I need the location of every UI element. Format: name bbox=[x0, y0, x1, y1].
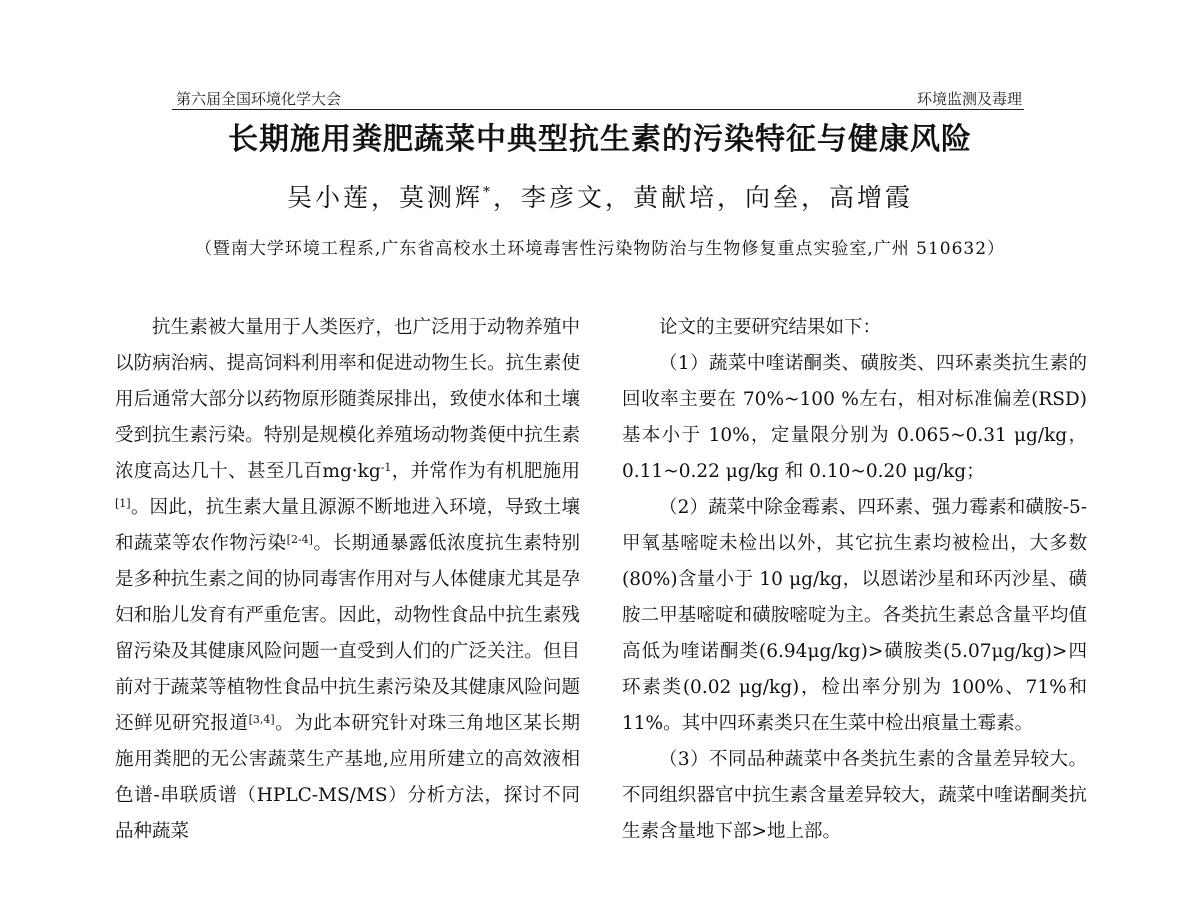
section-name: 环境监测及毒理 bbox=[916, 90, 1022, 108]
intro-paragraph bbox=[115, 310, 580, 850]
author-list bbox=[0, 178, 1200, 214]
header-rule bbox=[172, 109, 1024, 110]
text-run: 。长期通暴露低浓度抗生素特别是多种抗生素之间的协同毒害作用对与人体健康尤其是孕妇和胎儿发育有严重危害。因此，动物性食品中抗生素残留污染及其健康风险问题一直受到人们的广泛关注。但目前对于蔬菜等植物性食品中抗生素污染及其健康风险问题还鲜见研究报道 bbox=[115, 533, 580, 734]
result-1: （1）蔬菜中喹诺酮类、磺胺类、四环素类抗生素的回收率主要在 70%~100 %左右，相对标准偏差(RSD)基本小于 10%，定量限分别为 0.065~0.31 μg/kg，0.11~0.22 μg/kg 和 0.10~0.20 μg/kg； bbox=[622, 353, 1087, 482]
conference-name: 第六届全国环境化学大会 bbox=[176, 90, 342, 108]
text-run: 。因此，抗生素大量且源源不断地进入环境，导致土壤和蔬菜等农作物污染 bbox=[115, 497, 580, 554]
right-column bbox=[622, 310, 1087, 850]
author-1: 吴小莲， bbox=[286, 183, 399, 212]
author-2: 莫测辉 bbox=[398, 183, 483, 212]
results-intro: 论文的主要研究结果如下： bbox=[659, 317, 882, 338]
result-2: （2）蔬菜中除金霉素、四环素、强力霉素和磺胺-5-甲氧基嘧啶未检出以外，其它抗生素均被检出，大多数(80%)含量小于 10 μg/kg，以恩诺沙星和环丙沙星、磺胺二甲基嘧啶和磺胺嘧啶为主。各类抗生素总含量平均值高低为喹诺酮类(6.94μg/kg)>磺胺类(5.07μg/kg)>四环素类(0.02 μg/kg)，检出率分别为 100%、71%和 11%。其中四环素类只在生菜中检出痕量土霉素。 bbox=[622, 497, 1087, 734]
result-3: （3）不同品种蔬菜中各类抗生素的含量差异较大。不同组织器官中抗生素含量差异较大，蔬菜中喹诺酮类抗生素含量地下部>地上部。 bbox=[622, 749, 1087, 842]
author-rest: ，李彦文，黄献培，向垒，高增霞 bbox=[493, 183, 914, 212]
text-run: 。为此本研究针对珠三角地区某长期施用粪肥的无公害蔬菜生产基地,应用所建立的高效液相色谱-串联质谱（HPLC-MS/MS）分析方法，探讨不同品种蔬菜 bbox=[115, 713, 580, 842]
citation: [1] bbox=[115, 497, 131, 510]
affiliation: （暨南大学环境工程系,广东省高校水土环境毒害性污染物防治与生物修复重点实验室,广州 510632） bbox=[194, 239, 1006, 259]
superscript: -1 bbox=[380, 461, 392, 474]
citation: [2-4] bbox=[286, 533, 313, 546]
corresponding-author-mark: * bbox=[483, 184, 493, 201]
left-column bbox=[115, 310, 580, 850]
paper-title: 长期施用粪肥蔬菜中典型抗生素的污染特征与健康风险 bbox=[228, 122, 972, 157]
citation: [3,4] bbox=[248, 713, 275, 726]
text-run: ，并常作为有机肥施用 bbox=[391, 461, 580, 482]
text-run: 抗生素被大量用于人类医疗，也广泛用于动物养殖中以防病治病、提高饲料利用率和促进动物生长。抗生素使用后通常大部分以药物原形随粪尿排出，致使水体和土壤受到抗生素污染。特别是规模化养殖场动物粪便中抗生素浓度高达几十、甚至几百mg·kg bbox=[115, 317, 580, 482]
